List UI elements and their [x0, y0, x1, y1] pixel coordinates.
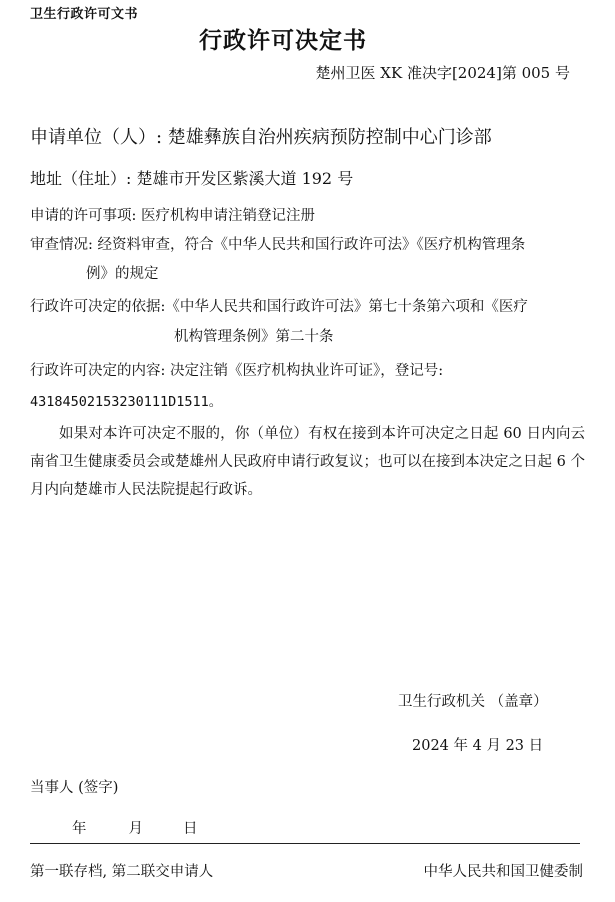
- basis-line-1: 行政许可决定的依据:《中华人民共和国行政许可法》第七十条第六项和《医疗: [30, 299, 528, 315]
- applicant-line: 申请单位（人）: 楚雄彝族自治州疾病预防控制中心门诊部: [30, 127, 492, 148]
- content-line-2: 43184502153230111D1511。: [30, 394, 223, 410]
- blank-year: 年: [72, 821, 87, 837]
- appeal-paragraph: 如果对本许可决定不服的，你（单位）有权在接到本许可决定之日起 60 日内向云南省卫生健康委员会或楚雄州人民政府申请行政复议；也可以在接到本决定之日起 6 个月内向楚雄市人民法院提起行政诉。: [30, 426, 585, 498]
- address-line: 地址（住址）: 楚雄市开发区紫溪大道 192 号: [30, 169, 354, 188]
- license-item-line: 申请的许可事项: 医疗机构申请注销登记注册: [30, 208, 315, 224]
- authority-seal-line: 卫生行政机关 （盖章）: [398, 694, 548, 710]
- blank-month: 月: [128, 821, 143, 837]
- review-line-2: 例》的规定: [86, 266, 159, 282]
- signature-date-blanks: [72, 817, 198, 838]
- review-line-1: 审查情况: 经资料审查，符合《中华人民共和国行政许可法》《医疗机构管理条: [30, 237, 526, 253]
- party-signature-line: 当事人 (签字): [30, 780, 119, 796]
- decision-date: 2024 年 4 月 23 日: [412, 738, 544, 754]
- blank-day: 日: [183, 821, 198, 837]
- footer-copy-note: 第一联存档, 第二联交申请人: [30, 864, 214, 880]
- document-type-label: 卫生行政许可文书: [30, 7, 139, 22]
- basis-line-2: 机构管理条例》第二十条: [174, 329, 334, 345]
- footer-divider: [30, 843, 580, 844]
- document-number: 楚州卫医 XK 准决字[2024]第 005 号: [315, 64, 570, 82]
- content-line-1: 行政许可决定的内容: 决定注销《医疗机构执业许可证》，登记号:: [30, 363, 444, 379]
- footer-issuer: 中华人民共和国卫健委制: [423, 864, 583, 880]
- document-title: 行政许可决定书: [199, 27, 367, 54]
